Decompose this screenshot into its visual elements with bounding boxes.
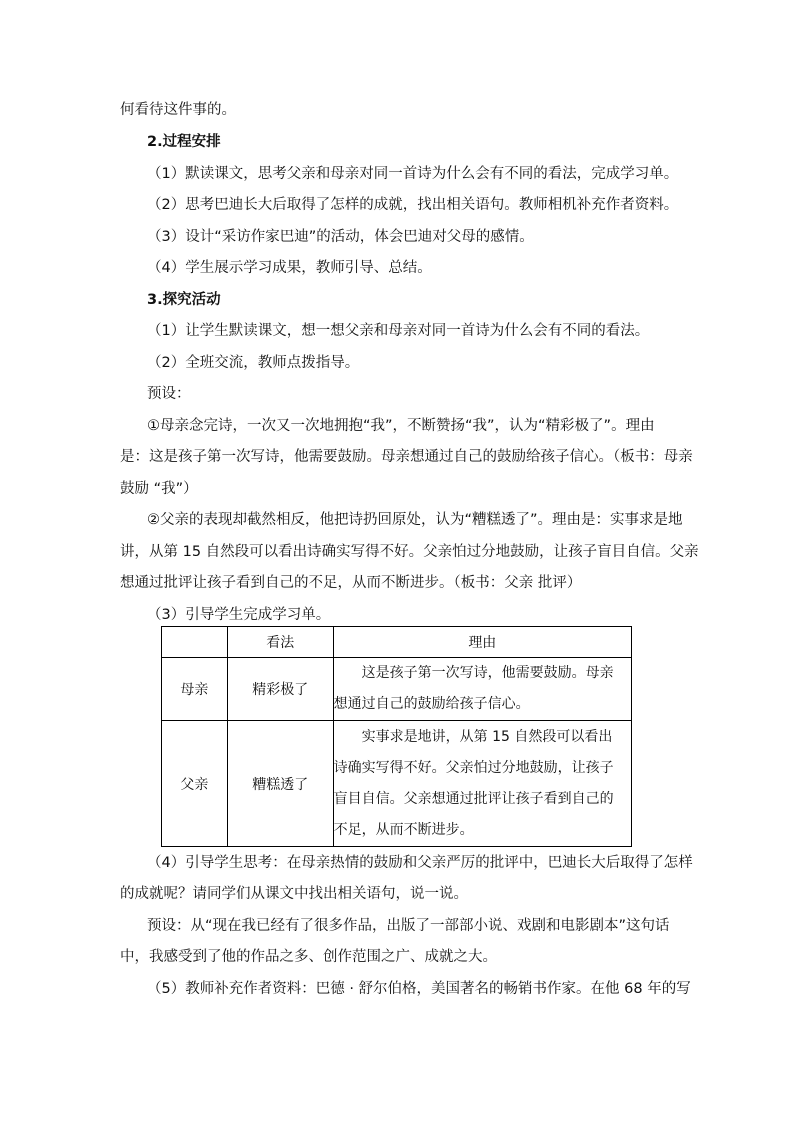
paragraph-line: 讲，从第 15 自然段可以看出诗确实写得不好。父亲怕过分地鼓励，让孩子盲目自信。父亲 xyxy=(120,544,699,560)
paragraph-line: 预设：从“现在我已经有了很多作品，出版了一部部小说、戏剧和电影剧本”这句话 xyxy=(147,918,670,934)
table-header-cell: 看法 xyxy=(227,627,333,658)
reason-line: 想通过自己的鼓励给孩子信心。 xyxy=(333,696,530,712)
list-item: （3）设计“采访作家巴迪”的活动，体会巴迪对父母的感情。 xyxy=(147,229,534,245)
list-item: （2）全班交流，教师点拨指导。 xyxy=(147,355,360,371)
reason-line: 诗确实写得不好。父亲怕过分地鼓励，让孩子 xyxy=(333,759,614,776)
section-heading: 3.探究活动 xyxy=(147,292,221,308)
list-item: （3）引导学生完成学习单。 xyxy=(147,607,331,623)
list-item: （1）默读课文，思考父亲和母亲对同一首诗为什么会有不同的看法，完成学习单。 xyxy=(147,166,679,182)
paragraph-line: 何看待这件事的。 xyxy=(120,102,236,118)
paragraph-line: 想通过批评让孩子看到自己的不足，从而不断进步。（板书：父亲 批评） xyxy=(120,575,582,591)
table-cell-who: 父亲 xyxy=(162,721,228,847)
table-cell-view: 糟糕透了 xyxy=(227,721,333,847)
table-cell-reason xyxy=(333,658,631,721)
paragraph-line: ①母亲念完诗，一次又一次地拥抱“我”，不断赞扬“我”，认为“精彩极了”。理由 xyxy=(147,418,655,434)
list-item: （2）思考巴迪长大后取得了怎样的成就，找出相关语句。教师相机补充作者资料。 xyxy=(147,197,679,213)
table-header-cell xyxy=(162,627,228,658)
list-item: （4）学生展示学习成果，教师引导、总结。 xyxy=(147,260,432,276)
paragraph-line: 鼓励 “我”） xyxy=(120,481,198,497)
reason-line: 不足，从而不断进步。 xyxy=(333,821,474,838)
paragraph-line: 是：这是孩子第一次写诗，他需要鼓励。母亲想通过自己的鼓励给孩子信心。（板书：母亲 xyxy=(120,449,693,465)
study-sheet-table xyxy=(161,626,632,847)
table-cell-view: 精彩极了 xyxy=(227,658,333,721)
table-row xyxy=(162,721,632,847)
paragraph-line: 的成就呢？请同学们从课文中找出相关语句，说一说。 xyxy=(120,886,468,902)
paragraph-line: ②父亲的表现却截然相反，他把诗扔回原处，认为“糟糕透了”。理由是：实事求是地 xyxy=(147,512,683,528)
paragraph-line: 预设： xyxy=(147,386,191,402)
table-row xyxy=(162,658,632,721)
list-item: （5）教师补充作者资料：巴德 · 舒尔伯格，美国著名的畅销书作家。在他 68 年的写 xyxy=(147,981,691,997)
paragraph-line: 中，我感受到了他的作品之多、创作范围之广、成就之大。 xyxy=(120,949,497,965)
section-heading: 2.过程安排 xyxy=(147,134,221,150)
table-header-row xyxy=(162,627,632,658)
table-cell-who: 母亲 xyxy=(162,658,228,721)
reason-line: 实事求是地讲，从第 15 自然段可以看出 xyxy=(361,728,613,745)
reason-line: 盲目自信。父亲想通过批评让孩子看到自己的 xyxy=(333,790,614,807)
list-item: （4）引导学生思考：在母亲热情的鼓励和父亲严厉的批评中，巴迪长大后取得了怎样 xyxy=(147,855,693,871)
list-item: （1）让学生默读课文，想一想父亲和母亲对同一首诗为什么会有不同的看法。 xyxy=(147,323,650,339)
reason-line: 这是孩子第一次写诗，他需要鼓励。母亲 xyxy=(361,665,614,681)
table-cell-reason xyxy=(333,721,631,847)
table-header-cell: 理由 xyxy=(333,627,631,658)
